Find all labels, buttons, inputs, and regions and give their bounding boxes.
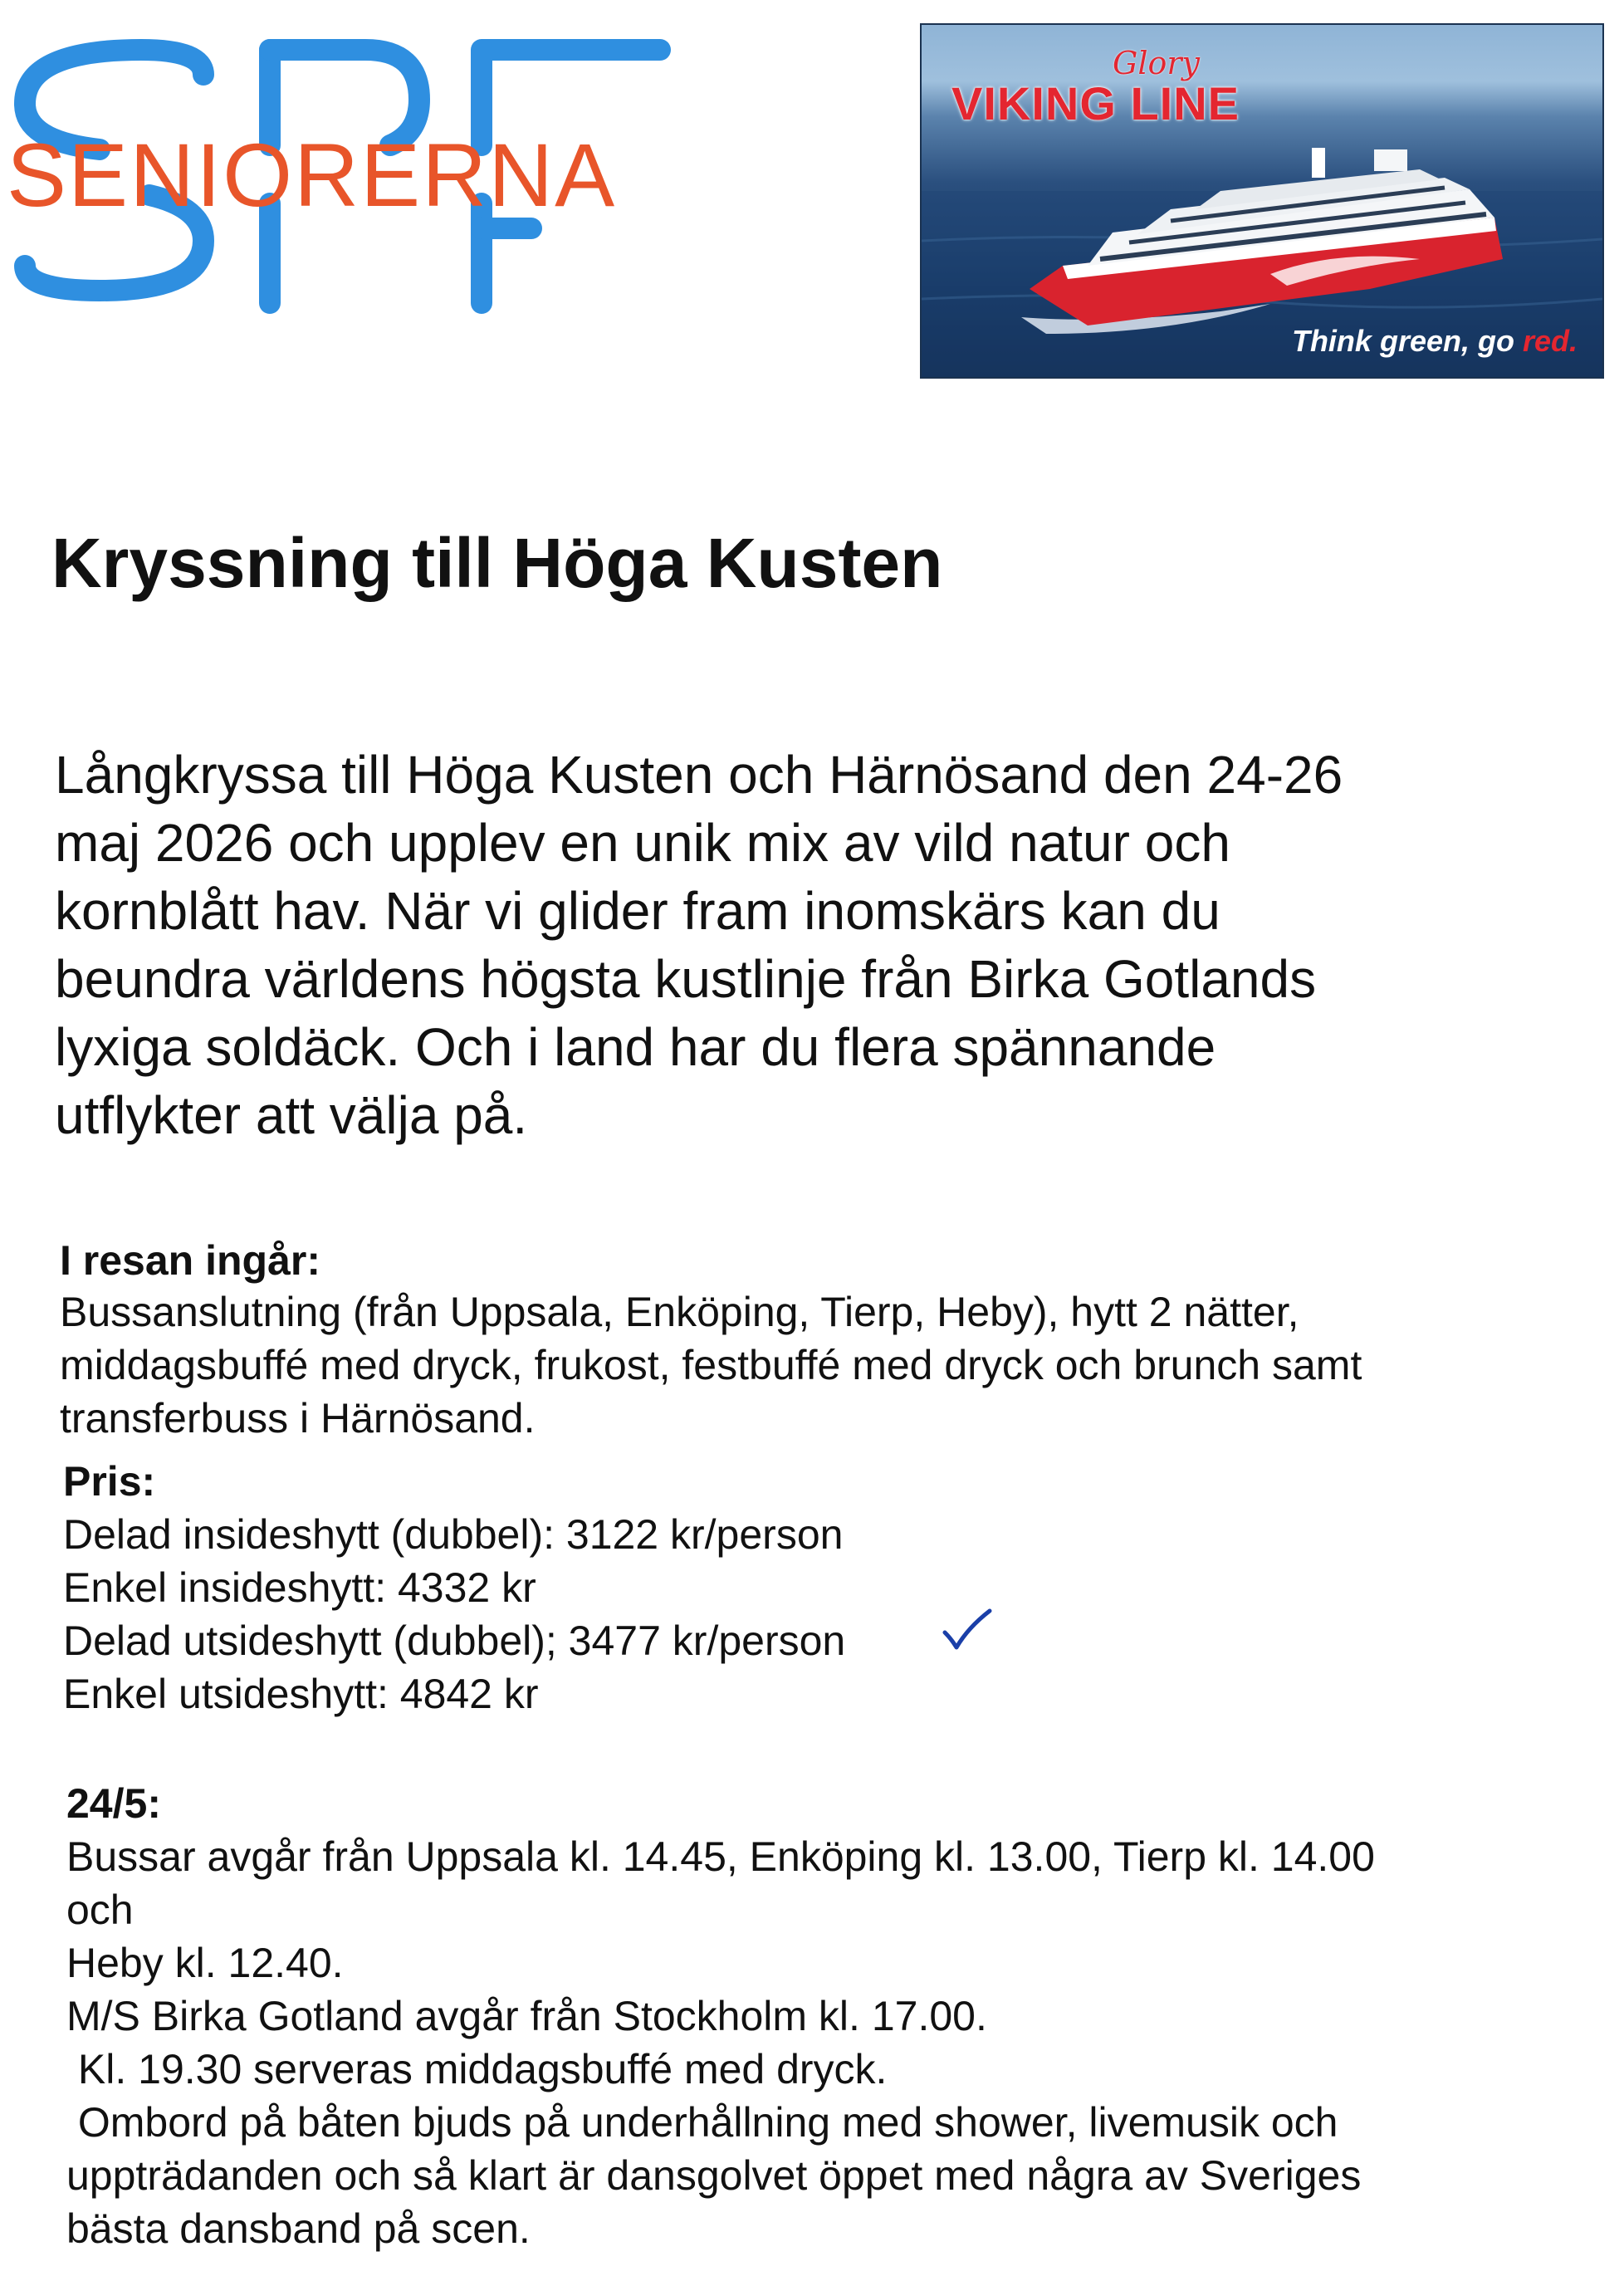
intro-line: utflykter att välja på. [55, 1085, 528, 1145]
slogan-accent: red. [1522, 324, 1578, 358]
intro-line: Långkryssa till Höga Kusten och Härnösand den 24-26 [55, 745, 1343, 805]
schedule-line: och [66, 1887, 134, 1933]
intro-line: kornblått hav. När vi glider fram inomskärs kan du [55, 881, 1220, 941]
price-line: Enkel utsideshytt: 4842 kr [63, 1671, 539, 1717]
viking-line-brand: VIKING LINE [951, 77, 1240, 130]
slogan-main: Think green, go [1291, 324, 1523, 358]
schedule-line: uppträdanden och så klart är dansgolvet öppet med några av Sveriges [66, 2152, 1362, 2199]
included-list [60, 1285, 1362, 1445]
price-list [63, 1508, 845, 1720]
included-line: transferbuss i Härnösand. [60, 1395, 536, 1441]
day1-schedule [66, 1830, 1375, 2255]
spf-seniorerna-logo [0, 17, 681, 316]
intro-line: beundra världens högsta kustlinje från Birka Gotlands [55, 949, 1317, 1009]
spf-logo-graphic [0, 17, 681, 316]
price-heading: Pris: [63, 1458, 156, 1505]
price-line: Delad utsideshytt (dubbel); 3477 kr/person [63, 1618, 846, 1664]
schedule-line: M/S Birka Gotland avgår från Stockholm kl. 17.00. [66, 1993, 987, 2039]
intro-line: lyxiga soldäck. Och i land har du flera spännande [55, 1017, 1216, 1077]
page-title: Kryssning till Höga Kusten [51, 524, 943, 602]
schedule-line: Kl. 19.30 serveras middagsbuffé med dryck. [66, 2046, 888, 2092]
included-line: Bussanslutning (från Uppsala, Enköping, Tierp, Heby), hytt 2 nätter, [60, 1289, 1299, 1335]
price-line: Delad insideshytt (dubbel): 3122 kr/person [63, 1511, 844, 1558]
logo-wordmark: SENIORERNA [7, 125, 617, 225]
intro-line: maj 2026 och upplev en unik mix av vild natur och [55, 813, 1230, 873]
slogan [1292, 324, 1578, 359]
handwritten-checkmark-icon [938, 1603, 996, 1661]
brand-script: Glory [1113, 45, 1201, 81]
price-line: Enkel insideshytt: 4332 kr [63, 1564, 536, 1611]
schedule-line: bästa dansband på scen. [66, 2205, 531, 2252]
schedule-line: Bussar avgår från Uppsala kl. 14.45, Enköping kl. 13.00, Tierp kl. 14.00 [66, 1833, 1375, 1880]
schedule-line: Ombord på båten bjuds på underhållning med shower, livemusik och [66, 2099, 1338, 2146]
included-heading: I resan ingår: [60, 1237, 320, 1284]
intro-paragraph [55, 741, 1566, 1149]
included-line: middagsbuffé med dryck, frukost, festbuffé med dryck och brunch samt [60, 1342, 1362, 1388]
viking-line-ship-image [920, 23, 1604, 379]
day1-heading: 24/5: [66, 1780, 161, 1827]
schedule-line: Heby kl. 12.40. [66, 1940, 344, 1986]
